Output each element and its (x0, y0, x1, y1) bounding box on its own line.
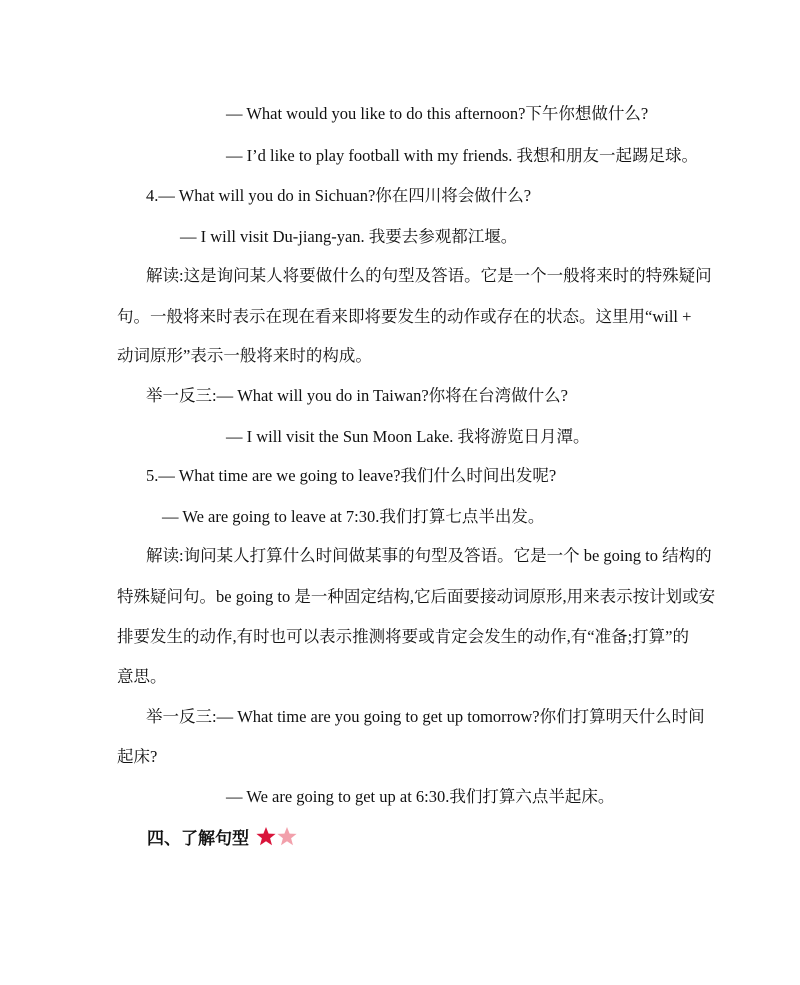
dialogue-line-afternoon-question: — What would you like to do this afternoon?下午你想做什么? (226, 104, 649, 123)
difficulty-stars (256, 826, 300, 848)
example-5-answer: — We are going to leave at 7:30.我们打算七点半出发。 (162, 507, 545, 526)
practice-5-question-continued: 起床? (117, 747, 158, 766)
practice-4-answer: — I will visit the Sun Moon Lake. 我将游览日月潭。 (226, 427, 590, 446)
practice-5-question: 举一反三:— What time are you going to get up tomorrow?你们打算明天什么时间 (146, 707, 705, 726)
example-4-answer: — I will visit Du-jiang-yan. 我要去参观都江堰。 (180, 227, 518, 246)
practice-5-answer: — We are going to get up at 6:30.我们打算六点半起床。 (226, 787, 615, 806)
explanation-5-line-1: 解读:询问某人打算什么时间做某事的句型及答语。它是一个 be going to 结构的 (146, 546, 712, 565)
explanation-4-line-1: 解读:这是询问某人将要做什么的句型及答语。它是一个一般将来时的特殊疑问 (146, 266, 712, 285)
section-heading: 四、了解句型 (147, 829, 249, 849)
star-icon-filled (256, 827, 275, 845)
explanation-5-line-4: 意思。 (117, 667, 167, 686)
example-4-question: 4.— What will you do in Sichuan?你在四川将会做什么? (146, 186, 532, 205)
example-5-question: 5.— What time are we going to leave?我们什么时间出发呢? (146, 466, 557, 485)
star-icon-faded (277, 827, 296, 845)
explanation-4-line-3: 动词原形”表示一般将来时的构成。 (117, 346, 372, 365)
practice-4-question: 举一反三:— What will you do in Taiwan?你将在台湾做什么? (146, 386, 568, 405)
explanation-4-line-2: 句。一般将来时表示在现在看来即将要发生的动作或存在的状态。这里用“will + (117, 307, 692, 326)
explanation-5-line-2: 特殊疑问句。be going to 是一种固定结构,它后面要接动词原形,用来表示按计划或安 (117, 587, 716, 606)
explanation-5-line-3: 排要发生的动作,有时也可以表示推测将要或肯定会发生的动作,有“准备;打算”的 (117, 627, 689, 646)
dialogue-line-football-answer: — I’d like to play football with my friends. 我想和朋友一起踢足球。 (226, 146, 699, 165)
